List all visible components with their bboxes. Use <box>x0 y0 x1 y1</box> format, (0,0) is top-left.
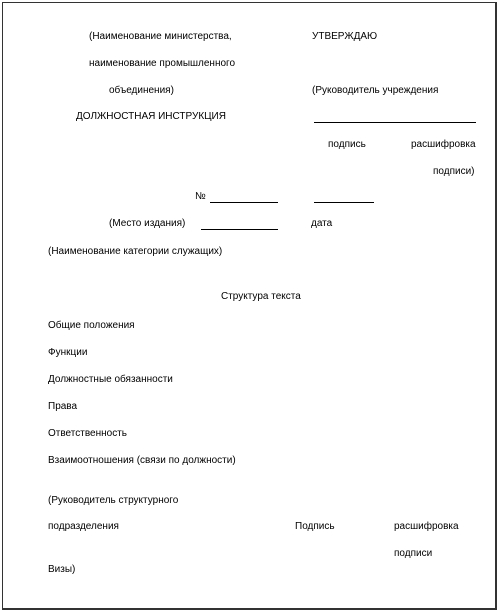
place-label: (Место издания) <box>109 218 186 229</box>
footer-head-line1: (Руководитель структурного <box>48 495 179 506</box>
approve-label: УТВЕРЖДАЮ <box>312 31 378 42</box>
org-name-line2: наименование промышленного <box>89 58 236 69</box>
structure-item: Функции <box>48 347 88 358</box>
number-label: № <box>195 191 206 202</box>
structure-title: Структура текста <box>221 291 301 302</box>
decoding-cont-label: подписи) <box>433 166 475 177</box>
signature-line <box>314 122 476 123</box>
structure-item: Взаимоотношения (связи по должности) <box>48 455 236 466</box>
org-name-line3: объединения) <box>109 85 174 96</box>
org-name-line1: (Наименование министерства, <box>89 31 232 42</box>
signature-label: подпись <box>328 139 366 150</box>
structure-item: Ответственность <box>48 428 127 439</box>
decoding-label: расшифровка <box>411 139 476 150</box>
footer-decoding-label: расшифровка <box>394 521 459 532</box>
doc-title: ДОЛЖНОСТНАЯ ИНСТРУКЦИЯ <box>76 111 226 122</box>
structure-item: Должностные обязанности <box>48 374 173 385</box>
footer-head-line2: подразделения <box>48 521 119 532</box>
date-line <box>314 202 374 203</box>
visas-label: Визы) <box>48 564 76 575</box>
date-label: дата <box>311 218 333 229</box>
structure-item: Общие положения <box>48 320 135 331</box>
number-line <box>210 202 278 203</box>
head-of-institution: (Руководитель учреждения <box>312 85 439 96</box>
footer-decoding-cont-label: подписи <box>394 548 433 559</box>
category-label: (Наименование категории служащих) <box>48 246 223 257</box>
structure-item: Права <box>48 401 78 412</box>
place-line <box>201 229 278 230</box>
footer-signature-label: Подпись <box>295 521 335 532</box>
page-frame <box>2 2 497 610</box>
